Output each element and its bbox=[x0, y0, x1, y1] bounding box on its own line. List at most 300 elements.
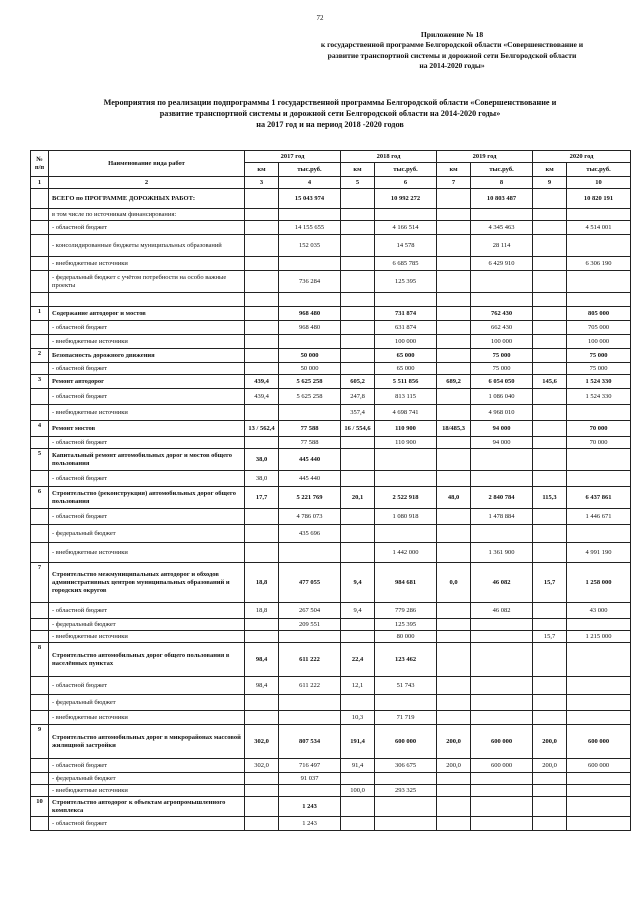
cell-rub: 600 000 bbox=[567, 725, 631, 759]
cell-rub: 51 743 bbox=[375, 677, 437, 695]
cell-km bbox=[341, 817, 375, 831]
cell-rub: 10 992 272 bbox=[375, 189, 437, 209]
cell-km bbox=[533, 509, 567, 525]
row-name: Строительство автомобильных дорог общего пользования в населённых пунктах bbox=[49, 643, 245, 677]
header-year: 2020 год bbox=[533, 151, 631, 163]
cell-rub: 46 082 bbox=[471, 563, 533, 603]
cell-rub bbox=[279, 209, 341, 221]
row-index bbox=[31, 603, 49, 619]
table-row bbox=[31, 603, 631, 619]
cell-rub: 43 000 bbox=[567, 603, 631, 619]
row-index bbox=[31, 759, 49, 773]
row-name: - консолидированные бюджеты муниципальных образований bbox=[49, 235, 245, 257]
cell-rub: 716 497 bbox=[279, 759, 341, 773]
cell-rub bbox=[375, 797, 437, 817]
cell-rub: 600 000 bbox=[471, 725, 533, 759]
activities-table bbox=[30, 150, 631, 831]
cell-km: 15,7 bbox=[533, 563, 567, 603]
cell-km bbox=[437, 509, 471, 525]
cell-km bbox=[437, 389, 471, 405]
cell-rub bbox=[567, 773, 631, 785]
cell-km bbox=[341, 349, 375, 363]
cell-rub: 4 698 741 bbox=[375, 405, 437, 421]
row-index bbox=[31, 335, 49, 349]
cell-km: 605,2 bbox=[341, 375, 375, 389]
row-index bbox=[31, 437, 49, 449]
table-row bbox=[31, 235, 631, 257]
table-row bbox=[31, 271, 631, 293]
column-number: 6 bbox=[375, 177, 437, 189]
header-year: 2018 год bbox=[341, 151, 437, 163]
cell-km bbox=[245, 405, 279, 421]
cell-rub bbox=[375, 695, 437, 711]
cell-rub bbox=[279, 257, 341, 271]
cell-km bbox=[245, 695, 279, 711]
header-unit-rub: тыс.руб. bbox=[567, 163, 631, 177]
cell-rub bbox=[471, 619, 533, 631]
row-index bbox=[31, 209, 49, 221]
table-row bbox=[31, 677, 631, 695]
cell-km bbox=[533, 271, 567, 293]
table-row bbox=[31, 405, 631, 421]
page-number: 72 bbox=[316, 14, 324, 22]
row-name: - областной бюджет bbox=[49, 759, 245, 773]
cell-km bbox=[341, 449, 375, 471]
header-year: 2019 год bbox=[437, 151, 533, 163]
row-index bbox=[31, 363, 49, 375]
table-row bbox=[31, 817, 631, 831]
cell-km: 302,0 bbox=[245, 725, 279, 759]
cell-rub bbox=[567, 405, 631, 421]
cell-rub: 600 000 bbox=[471, 759, 533, 773]
column-number: 8 bbox=[471, 177, 533, 189]
cell-km bbox=[533, 817, 567, 831]
cell-rub: 611 222 bbox=[279, 643, 341, 677]
row-name: Строительство автодорог к объектам агропромышленного комплекса bbox=[49, 797, 245, 817]
cell-km bbox=[437, 643, 471, 677]
row-name: - федеральный бюджет с учётом потребности на особо важные проекты bbox=[49, 271, 245, 293]
row-name: - внебюджетные источники bbox=[49, 711, 245, 725]
cell-rub: 1 446 671 bbox=[567, 509, 631, 525]
cell-rub: 110 900 bbox=[375, 421, 437, 437]
cell-rub: 731 874 bbox=[375, 307, 437, 321]
row-name: - областной бюджет bbox=[49, 603, 245, 619]
row-index bbox=[31, 773, 49, 785]
cell-km bbox=[341, 321, 375, 335]
cell-rub bbox=[375, 449, 437, 471]
cell-km bbox=[437, 797, 471, 817]
cell-rub bbox=[279, 711, 341, 725]
table-row bbox=[31, 349, 631, 363]
table-row bbox=[31, 759, 631, 773]
cell-km bbox=[245, 349, 279, 363]
row-index: 6 bbox=[31, 487, 49, 509]
cell-km: 115,3 bbox=[533, 487, 567, 509]
cell-rub bbox=[471, 631, 533, 643]
table-body bbox=[31, 151, 631, 831]
cell-km bbox=[341, 189, 375, 209]
cell-km bbox=[437, 677, 471, 695]
cell-rub: 6 685 785 bbox=[375, 257, 437, 271]
cell-km: 91,4 bbox=[341, 759, 375, 773]
cell-rub: 4 786 073 bbox=[279, 509, 341, 525]
cell-rub: 125 395 bbox=[375, 271, 437, 293]
cell-km bbox=[245, 209, 279, 221]
table-row bbox=[31, 209, 631, 221]
cell-km bbox=[341, 363, 375, 375]
cell-km bbox=[437, 695, 471, 711]
cell-rub: 14 578 bbox=[375, 235, 437, 257]
row-index bbox=[31, 257, 49, 271]
table-row bbox=[31, 711, 631, 725]
cell-rub: 100 000 bbox=[567, 335, 631, 349]
cell-rub bbox=[567, 785, 631, 797]
table-row bbox=[31, 509, 631, 525]
cell-km bbox=[341, 307, 375, 321]
cell-rub bbox=[471, 677, 533, 695]
cell-rub bbox=[471, 449, 533, 471]
table-row bbox=[31, 695, 631, 711]
header-index: № п/п bbox=[31, 151, 49, 177]
cell-km bbox=[437, 525, 471, 543]
cell-rub: 10 803 487 bbox=[471, 189, 533, 209]
cell-rub: 28 114 bbox=[471, 235, 533, 257]
cell-rub: 123 462 bbox=[375, 643, 437, 677]
cell-km bbox=[533, 405, 567, 421]
cell-rub bbox=[471, 773, 533, 785]
cell-rub bbox=[471, 695, 533, 711]
table-row bbox=[31, 449, 631, 471]
cell-km bbox=[437, 543, 471, 563]
row-index bbox=[31, 695, 49, 711]
cell-rub: 477 055 bbox=[279, 563, 341, 603]
row-name: - федеральный бюджет bbox=[49, 619, 245, 631]
cell-km: 439,4 bbox=[245, 389, 279, 405]
row-name: - областной бюджет bbox=[49, 321, 245, 335]
cell-rub: 46 082 bbox=[471, 603, 533, 619]
row-index bbox=[31, 543, 49, 563]
cell-rub: 306 675 bbox=[375, 759, 437, 773]
cell-km bbox=[245, 235, 279, 257]
table-row bbox=[31, 525, 631, 543]
title-line: развитие транспортной системы и дорожной сети Белгородской области на 2014-2020 годы» bbox=[159, 109, 501, 118]
header-unit-rub: тыс.руб. bbox=[375, 163, 437, 177]
cell-rub: 70 000 bbox=[567, 421, 631, 437]
cell-rub: 600 000 bbox=[567, 759, 631, 773]
cell-km bbox=[341, 619, 375, 631]
cell-km bbox=[533, 797, 567, 817]
row-name: - областной бюджет bbox=[49, 389, 245, 405]
cell-rub: 110 900 bbox=[375, 437, 437, 449]
cell-km bbox=[533, 389, 567, 405]
cell-rub: 807 534 bbox=[279, 725, 341, 759]
cell-rub: 50 000 bbox=[279, 349, 341, 363]
table-row bbox=[31, 643, 631, 677]
cell-km bbox=[245, 437, 279, 449]
table-row bbox=[31, 543, 631, 563]
cell-km bbox=[245, 525, 279, 543]
cell-rub: 1 243 bbox=[279, 817, 341, 831]
cell-rub: 75 000 bbox=[567, 349, 631, 363]
cell-rub: 1 243 bbox=[279, 797, 341, 817]
cell-rub bbox=[471, 471, 533, 487]
cell-rub bbox=[567, 643, 631, 677]
table-row bbox=[31, 421, 631, 437]
cell-km bbox=[533, 235, 567, 257]
row-name: - федеральный бюджет bbox=[49, 695, 245, 711]
cell-rub: 50 000 bbox=[279, 363, 341, 375]
row-name: - областной бюджет bbox=[49, 509, 245, 525]
row-index bbox=[31, 619, 49, 631]
cell-rub: 435 696 bbox=[279, 525, 341, 543]
table-row bbox=[31, 321, 631, 335]
cell-rub: 6 306 190 bbox=[567, 257, 631, 271]
cell-km: 200,0 bbox=[533, 759, 567, 773]
column-number: 10 bbox=[567, 177, 631, 189]
cell-rub bbox=[471, 271, 533, 293]
row-index bbox=[31, 293, 49, 307]
cell-km bbox=[245, 543, 279, 563]
cell-rub: 600 000 bbox=[375, 725, 437, 759]
cell-km bbox=[341, 797, 375, 817]
table-row bbox=[31, 389, 631, 405]
cell-rub: 1 080 918 bbox=[375, 509, 437, 525]
cell-km: 145,6 bbox=[533, 375, 567, 389]
cell-rub bbox=[567, 209, 631, 221]
cell-km bbox=[533, 619, 567, 631]
table-row bbox=[31, 437, 631, 449]
cell-km bbox=[533, 257, 567, 271]
cell-km: 38,0 bbox=[245, 449, 279, 471]
cell-rub: 75 000 bbox=[471, 349, 533, 363]
cell-km bbox=[437, 817, 471, 831]
cell-km bbox=[437, 631, 471, 643]
cell-rub: 445 440 bbox=[279, 471, 341, 487]
cell-km bbox=[533, 449, 567, 471]
cell-rub: 100 000 bbox=[375, 335, 437, 349]
cell-km bbox=[245, 631, 279, 643]
cell-km: 9,4 bbox=[341, 563, 375, 603]
cell-km bbox=[245, 321, 279, 335]
row-name: Содержание автодорог и мостов bbox=[49, 307, 245, 321]
column-number: 2 bbox=[49, 177, 245, 189]
cell-km: 18,8 bbox=[245, 563, 279, 603]
row-name: - внебюджетные источники bbox=[49, 785, 245, 797]
row-index bbox=[31, 271, 49, 293]
cell-rub bbox=[279, 631, 341, 643]
cell-km: 200,0 bbox=[533, 725, 567, 759]
cell-km bbox=[245, 189, 279, 209]
row-index: 2 bbox=[31, 349, 49, 363]
table-row bbox=[31, 257, 631, 271]
column-number: 5 bbox=[341, 177, 375, 189]
cell-rub: 805 000 bbox=[567, 307, 631, 321]
row-index: 4 bbox=[31, 421, 49, 437]
row-index bbox=[31, 817, 49, 831]
table-row bbox=[31, 375, 631, 389]
cell-km bbox=[437, 363, 471, 375]
cell-km bbox=[533, 785, 567, 797]
cell-km bbox=[341, 221, 375, 235]
cell-rub bbox=[375, 209, 437, 221]
cell-km bbox=[533, 189, 567, 209]
cell-km bbox=[437, 349, 471, 363]
cell-km bbox=[437, 221, 471, 235]
row-name: Ремонт автодорог bbox=[49, 375, 245, 389]
row-name: Безопасность дорожного движения bbox=[49, 349, 245, 363]
cell-rub bbox=[567, 677, 631, 695]
row-index bbox=[31, 631, 49, 643]
cell-km: 48,0 bbox=[437, 487, 471, 509]
column-number: 3 bbox=[245, 177, 279, 189]
table-row bbox=[31, 619, 631, 631]
cell-rub: 65 000 bbox=[375, 363, 437, 375]
cell-km bbox=[341, 631, 375, 643]
header-unit-rub: тыс.руб. bbox=[471, 163, 533, 177]
cell-km bbox=[341, 257, 375, 271]
cell-km bbox=[533, 773, 567, 785]
row-index bbox=[31, 711, 49, 725]
row-name: - областной бюджет bbox=[49, 221, 245, 235]
cell-rub: 1 478 884 bbox=[471, 509, 533, 525]
row-index bbox=[31, 677, 49, 695]
column-number: 9 bbox=[533, 177, 567, 189]
cell-rub bbox=[375, 471, 437, 487]
cell-rub: 2 840 784 bbox=[471, 487, 533, 509]
cell-km bbox=[437, 209, 471, 221]
cell-km bbox=[533, 363, 567, 375]
cell-km: 98,4 bbox=[245, 643, 279, 677]
header-unit-rub: тыс.руб. bbox=[279, 163, 341, 177]
cell-rub bbox=[471, 817, 533, 831]
cell-km bbox=[341, 509, 375, 525]
row-name: ВСЕГО по ПРОГРАММЕ ДОРОЖНЫХ РАБОТ: bbox=[49, 189, 245, 209]
cell-rub bbox=[471, 293, 533, 307]
cell-km bbox=[437, 405, 471, 421]
cell-rub: 705 000 bbox=[567, 321, 631, 335]
row-index bbox=[31, 785, 49, 797]
cell-rub: 14 155 655 bbox=[279, 221, 341, 235]
header-year: 2017 год bbox=[245, 151, 341, 163]
row-name: - федеральный бюджет bbox=[49, 773, 245, 785]
cell-rub bbox=[375, 817, 437, 831]
cell-rub bbox=[567, 471, 631, 487]
cell-km: 10,3 bbox=[341, 711, 375, 725]
cell-km: 247,8 bbox=[341, 389, 375, 405]
cell-km bbox=[533, 321, 567, 335]
title-line: Мероприятия по реализации подпрограммы 1 государственной программы Белгородской области «Совершенствование и bbox=[103, 98, 557, 107]
cell-rub bbox=[567, 619, 631, 631]
cell-km: 9,4 bbox=[341, 603, 375, 619]
table-row bbox=[31, 487, 631, 509]
cell-km bbox=[437, 335, 471, 349]
row-name: Строительство (реконструкция) автомобильных дорог общего пользования bbox=[49, 487, 245, 509]
row-name: - федеральный бюджет bbox=[49, 525, 245, 543]
cell-km bbox=[533, 221, 567, 235]
cell-rub: 94 000 bbox=[471, 421, 533, 437]
cell-rub: 1 524 330 bbox=[567, 375, 631, 389]
column-number: 1 bbox=[31, 177, 49, 189]
appendix-caption bbox=[262, 30, 640, 72]
row-index: 8 bbox=[31, 643, 49, 677]
cell-rub: 968 480 bbox=[279, 321, 341, 335]
cell-rub bbox=[567, 711, 631, 725]
column-number: 7 bbox=[437, 177, 471, 189]
cell-rub: 10 820 191 bbox=[567, 189, 631, 209]
cell-km: 18/485,3 bbox=[437, 421, 471, 437]
row-name: - внебюджетные источники bbox=[49, 335, 245, 349]
cell-rub: 4 968 010 bbox=[471, 405, 533, 421]
cell-km bbox=[341, 209, 375, 221]
cell-rub: 762 430 bbox=[471, 307, 533, 321]
cell-km: 18,8 bbox=[245, 603, 279, 619]
appendix-line: к государственной программе Белгородской области «Совершенствование и bbox=[320, 40, 584, 50]
row-index bbox=[31, 321, 49, 335]
cell-km bbox=[341, 471, 375, 487]
cell-km: 689,2 bbox=[437, 375, 471, 389]
cell-rub: 152 035 bbox=[279, 235, 341, 257]
cell-rub bbox=[375, 773, 437, 785]
cell-km bbox=[245, 271, 279, 293]
cell-rub: 6 429 910 bbox=[471, 257, 533, 271]
cell-km bbox=[341, 437, 375, 449]
cell-rub: 445 440 bbox=[279, 449, 341, 471]
cell-rub bbox=[375, 293, 437, 307]
cell-km: 98,4 bbox=[245, 677, 279, 695]
row-index bbox=[31, 189, 49, 209]
cell-km bbox=[245, 711, 279, 725]
cell-km bbox=[533, 293, 567, 307]
cell-km bbox=[245, 363, 279, 375]
cell-km: 439,4 bbox=[245, 375, 279, 389]
cell-km: 0,0 bbox=[437, 563, 471, 603]
cell-km bbox=[533, 349, 567, 363]
cell-km bbox=[533, 525, 567, 543]
cell-km bbox=[533, 695, 567, 711]
header-name: Наименование вида работ bbox=[49, 151, 245, 177]
header-unit-km: км bbox=[245, 163, 279, 177]
cell-km: 12,1 bbox=[341, 677, 375, 695]
header-row-years bbox=[31, 151, 631, 163]
row-index: 9 bbox=[31, 725, 49, 759]
cell-rub bbox=[471, 643, 533, 677]
appendix-line: Приложение № 18 bbox=[420, 30, 484, 39]
row-name: Строительство межмуниципальных автодорог и обходов административных центров муниципальных образований и городских округов bbox=[49, 563, 245, 603]
cell-km bbox=[341, 695, 375, 711]
row-name: Строительство автомобильных дорог в микрорайонах массовой жилищной застройки bbox=[49, 725, 245, 759]
cell-km: 16 / 554,6 bbox=[341, 421, 375, 437]
appendix-line: развитие транспортной системы и дорожной сети Белгородской области bbox=[327, 50, 577, 60]
cell-rub: 267 504 bbox=[279, 603, 341, 619]
table-row bbox=[31, 725, 631, 759]
row-name: Ремонт мостов bbox=[49, 421, 245, 437]
cell-rub bbox=[567, 271, 631, 293]
cell-rub: 65 000 bbox=[375, 349, 437, 363]
cell-km bbox=[245, 509, 279, 525]
cell-km bbox=[341, 293, 375, 307]
cell-rub bbox=[471, 209, 533, 221]
cell-rub: 1 215 000 bbox=[567, 631, 631, 643]
cell-km bbox=[533, 307, 567, 321]
table-row bbox=[31, 307, 631, 321]
cell-rub: 5 625 258 bbox=[279, 389, 341, 405]
row-name bbox=[49, 293, 245, 307]
row-name: - областной бюджет bbox=[49, 677, 245, 695]
cell-km bbox=[245, 257, 279, 271]
cell-rub: 91 037 bbox=[279, 773, 341, 785]
cell-km bbox=[437, 321, 471, 335]
cell-km bbox=[245, 797, 279, 817]
